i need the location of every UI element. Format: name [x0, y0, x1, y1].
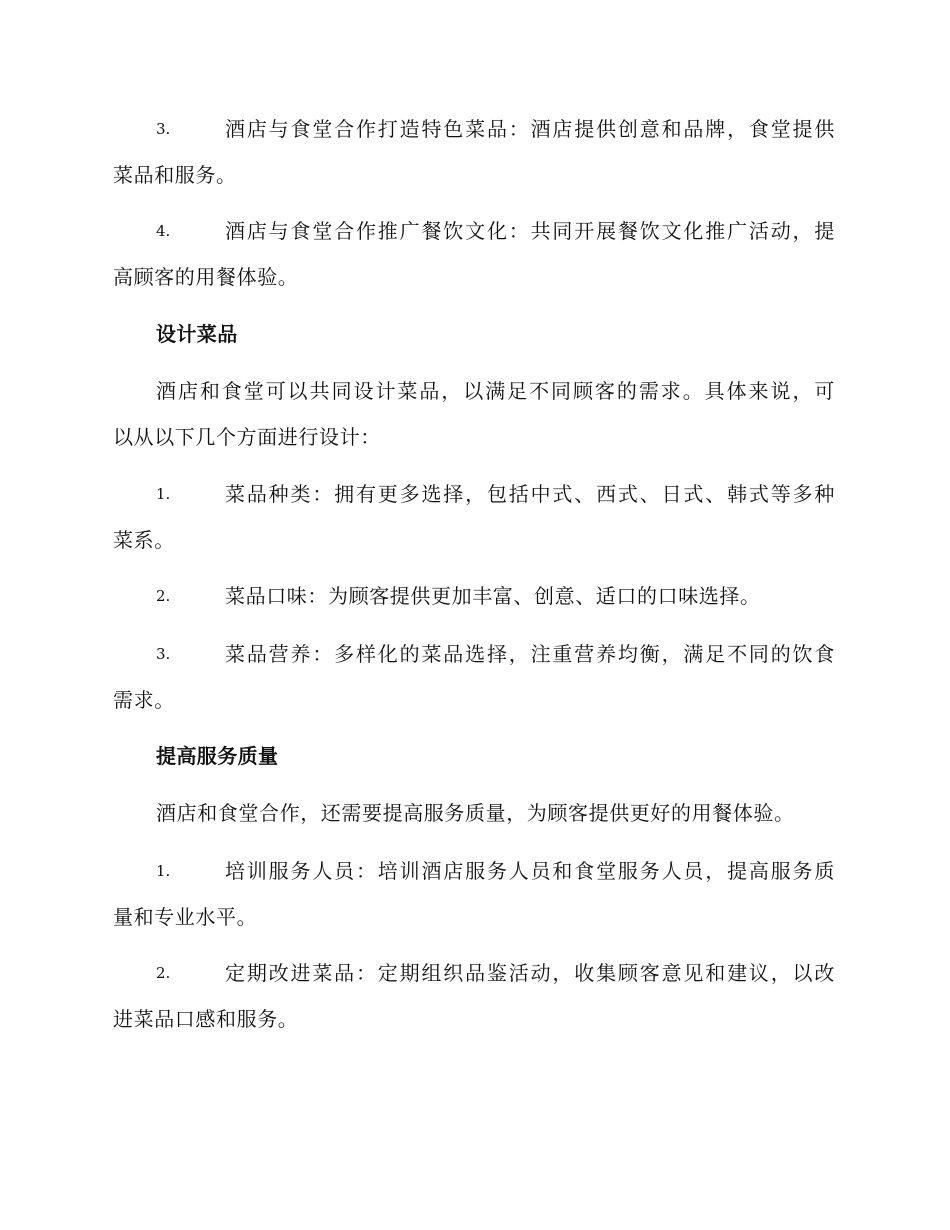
list-item-text-continued: 高顾客的用餐体验。 — [113, 265, 299, 289]
list-number: 1. — [156, 862, 171, 880]
section-heading: 设计菜品 — [156, 322, 238, 346]
list-item-text-continued: 菜品和服务。 — [113, 163, 237, 187]
list-item-text-continued: 量和专业水平。 — [113, 905, 258, 929]
paragraph-text: 酒店和食堂可以共同设计菜品，以满足不同顾客的需求。具体来说，可 — [156, 379, 835, 403]
paragraph-text-continued: 以从以下几个方面进行设计： — [113, 425, 381, 449]
list-item-text-continued: 菜系。 — [113, 528, 175, 552]
list-item-text: 酒店与食堂合作推广餐饮文化：共同开展餐饮文化推广活动，提 — [225, 219, 835, 243]
list-item-text: 酒店与食堂合作打造特色菜品：酒店提供创意和品牌，食堂提供 — [225, 117, 835, 141]
list-item-text: 菜品营养：多样化的菜品选择，注重营养均衡，满足不同的饮食 — [225, 642, 835, 666]
list-number: 2. — [156, 964, 171, 982]
list-item-text: 培训服务人员：培训酒店服务人员和食堂服务人员，提高服务质 — [225, 859, 835, 883]
list-item-text: 菜品口味：为顾客提供更加丰富、创意、适口的口味选择。 — [225, 584, 761, 608]
list-number: 3. — [156, 120, 171, 138]
list-number: 4. — [156, 222, 171, 240]
list-item-text-continued: 进菜品口感和服务。 — [113, 1007, 299, 1031]
list-number: 2. — [156, 587, 171, 605]
list-number: 1. — [156, 485, 171, 503]
list-item-text: 定期改进菜品：定期组织品鉴活动，收集顾客意见和建议，以改 — [225, 961, 835, 985]
section-heading: 提高服务质量 — [156, 744, 279, 768]
list-number: 3. — [156, 645, 171, 663]
list-item-text-continued: 需求。 — [113, 688, 175, 712]
paragraph-text: 酒店和食堂合作，还需要提高服务质量，为顾客提供更好的用餐体验。 — [156, 801, 795, 825]
list-item-text: 菜品种类：拥有更多选择，包括中式、西式、日式、韩式等多种 — [225, 482, 835, 506]
